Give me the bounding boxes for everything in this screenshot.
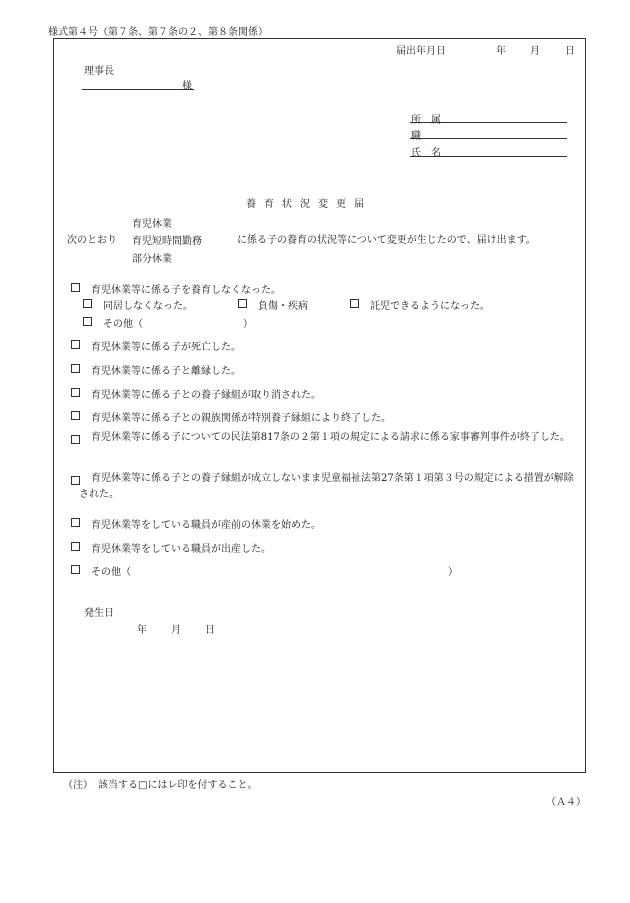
date-year: 年	[496, 46, 506, 57]
document-title: 養育状況変更届	[246, 199, 372, 210]
name-field[interactable]	[410, 156, 567, 157]
item-text: 育児休業等をしている職員が産前の休業を始めた。	[91, 520, 321, 531]
sub-item-checkbox[interactable]	[238, 299, 247, 308]
item-checkbox[interactable]	[71, 518, 80, 527]
intro-suffix: に係る子の養育の状況等について変更が生じたので、届け出ます。	[237, 235, 536, 246]
sub-item-checkbox[interactable]	[83, 317, 92, 326]
sub-item-text: その他（	[103, 319, 143, 330]
item-text: その他（	[91, 567, 131, 578]
item-checkbox[interactable]	[71, 542, 80, 551]
affiliation-field[interactable]	[410, 122, 567, 123]
item-text: 育児休業等に係る子との養子縁組が取り消された。	[91, 390, 321, 401]
intro-prefix: 次のとおり	[67, 235, 117, 246]
item-checkbox[interactable]	[71, 565, 80, 574]
addressee-title: 理事長	[84, 66, 114, 77]
addressee-honorific: 様	[182, 81, 192, 92]
intro-option-short-hours: 育児短時間勤務	[132, 236, 202, 247]
item-checkbox[interactable]	[71, 283, 80, 292]
date-day: 日	[565, 46, 575, 57]
sub-item-close: ）	[243, 319, 253, 330]
item-close: ）	[448, 567, 458, 578]
date-month: 月	[530, 46, 540, 57]
item-text: 育児休業等をしている職員が出産した。	[91, 544, 271, 555]
sub-item-text: 負傷・疾病	[258, 301, 308, 312]
item-text: 育児休業等に係る子が死亡した。	[91, 342, 241, 353]
position-label: 職	[411, 131, 421, 142]
item-checkbox[interactable]	[71, 388, 80, 397]
affiliation-label: 所 属	[411, 115, 441, 126]
item-text: 育児休業等に係る子との養子縁組が成立しないまま児童福祉法第27条第１項第３号の規定による措置が解除された。	[79, 473, 574, 500]
item-checkbox[interactable]	[71, 340, 80, 349]
form-number: 様式第４号（第７条、第７条の２、第８条関係）	[48, 27, 268, 38]
intro-option-childcare-leave: 育児休業	[132, 219, 172, 230]
item-text: 育児休業等に係る子についての民法第817条の２第１項の規定による請求に係る家事審判事件が終了した。	[91, 432, 570, 443]
occurrence-month: 月	[171, 625, 181, 636]
intro-option-partial-leave: 部分休業	[132, 254, 172, 265]
sub-item-text: 同居しなくなった。	[103, 301, 193, 312]
item-text: 育児休業等に係る子を養育しなくなった。	[91, 285, 281, 296]
item-checkbox[interactable]	[71, 364, 80, 373]
date-label: 届出年月日	[396, 46, 446, 57]
paper-size: （Ａ４）	[546, 797, 586, 808]
sub-item-checkbox[interactable]	[83, 299, 92, 308]
position-field[interactable]	[410, 138, 567, 139]
item-text: 育児休業等に係る子と離縁した。	[91, 366, 241, 377]
note: （注） 該当する□にはレ印を付すること。	[63, 780, 258, 791]
item-text: 育児休業等に係る子との親族関係が特別養子縁組により終了した。	[91, 413, 391, 424]
sub-item-text: 託児できるようになった。	[370, 301, 490, 312]
occurrence-label: 発生日	[84, 608, 114, 619]
name-label: 氏 名	[411, 148, 441, 159]
addressee-line[interactable]	[82, 89, 194, 90]
sub-item-checkbox[interactable]	[350, 299, 359, 308]
item-checkbox[interactable]	[71, 411, 80, 420]
form-box	[53, 38, 586, 773]
occurrence-year: 年	[137, 625, 147, 636]
occurrence-day: 日	[205, 625, 215, 636]
